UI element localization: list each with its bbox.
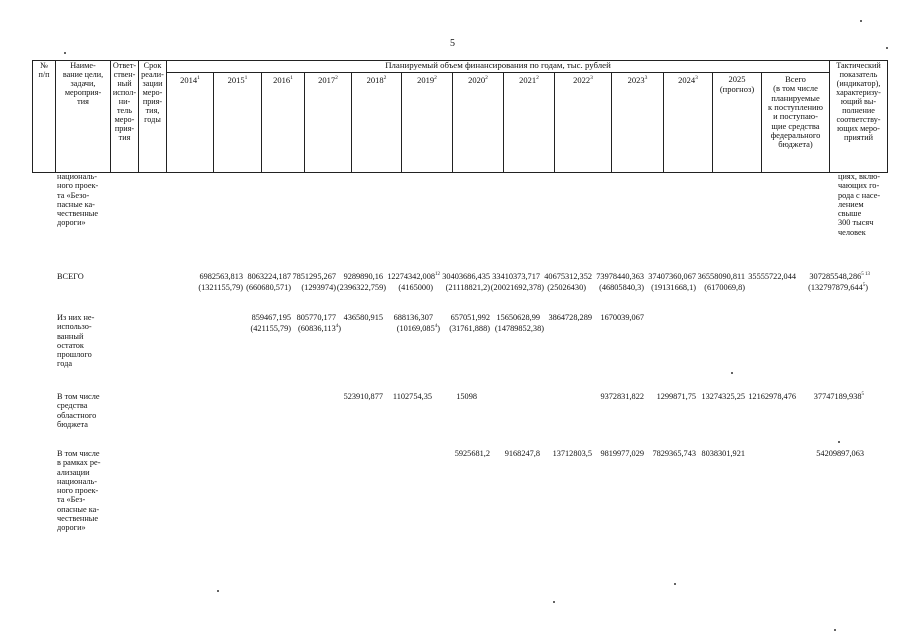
- total-fed-2019: (21118821,2): [445, 283, 490, 292]
- year-header-2022: 2022$^3$: [555, 73, 612, 173]
- total-2019: 30403686,435: [442, 272, 490, 281]
- total-fed-sum: (132797879,644$^5$): [808, 283, 868, 292]
- national-project-label: В том числе в рамках ре- ализации националь- ного проек- та «Без- опасные ка- чественные дороги»: [57, 449, 101, 533]
- scan-speck: [674, 583, 676, 585]
- total-2021: 40675312,352: [544, 272, 592, 281]
- total-2024: 36558090,811: [697, 272, 745, 281]
- regional-sum: 37747189,938$^5$: [813, 392, 864, 401]
- year-header-2018: 2018$^2$: [352, 73, 402, 173]
- total-fed-2024: (6170069,8): [704, 283, 745, 292]
- regional-2022: 9372831,822: [600, 392, 644, 401]
- regional-2024: 13274325,25: [701, 392, 745, 401]
- national-2019: 5925681,2: [454, 449, 490, 458]
- year-header-2021: 2021$^2$: [504, 73, 555, 173]
- carryover-2015: 859467,195: [251, 313, 291, 322]
- continuation-label: националь- ного проек- та «Безо- пасные ка- чественные дороги»: [57, 172, 99, 228]
- carryover-2018: 688136,307: [393, 313, 433, 322]
- col-plan-header: Планируемый объем финансирования по годам, тыс. рублей: [167, 61, 830, 73]
- total-2017: 9289890,16: [343, 272, 383, 281]
- carryover-fed-2020: (14789852,38): [494, 324, 544, 333]
- year-header-2014: 2014$^1$: [167, 73, 214, 173]
- total-fed-2014: (1321155,79): [198, 283, 243, 292]
- carryover-fed-2015: (421155,79): [250, 324, 291, 333]
- carryover-fed-2018: (10169,085$^4$): [396, 324, 440, 333]
- total-2016: 7851295,267: [292, 272, 336, 281]
- year-header-2019: 2019$^2$: [402, 73, 453, 173]
- scan-speck: [64, 52, 66, 54]
- total-sum: $307285548,286^{5 13}$: [809, 272, 870, 281]
- national-2023: 7829365,743: [652, 449, 696, 458]
- carryover-2022: 1670039,067: [600, 313, 644, 322]
- scan-speck: [860, 20, 862, 22]
- total-fed-2023: (19131668,1): [651, 283, 696, 292]
- scan-speck: [553, 601, 555, 603]
- year-header-2016: 2016$^1$: [262, 73, 305, 173]
- page-number: 5: [450, 38, 455, 49]
- total-2022: 73978440,363: [596, 272, 644, 281]
- scan-speck: [838, 441, 840, 443]
- national-2020: 9168247,8: [504, 449, 540, 458]
- carryover-2021: 3864728,289: [548, 313, 592, 322]
- regional-2025: 12162978,476: [748, 392, 796, 401]
- col-responsible-header: Ответ- ствен- ный испол- ни- тель меро- прия- тия: [111, 61, 139, 173]
- year-header-2025: 2025 (прогноз): [713, 73, 762, 173]
- total-fed-2021: (25026430): [547, 283, 586, 292]
- year-header-2023: 2023$^3$: [612, 73, 664, 173]
- total-fed-2018: (4165000): [398, 283, 433, 292]
- regional-2017: 523910,877: [343, 392, 383, 401]
- regional-2023: 1299871,75: [656, 392, 696, 401]
- year-header-2024: 2024$^3$: [664, 73, 713, 173]
- regional-label: В том числе средства областного бюджета: [57, 392, 100, 429]
- total-fed-2017: (2396322,759): [336, 283, 386, 292]
- carryover-2017: 436580,915: [343, 313, 383, 322]
- year-header-2020: 2020$^2$: [453, 73, 504, 173]
- year-header-2017: 2017$^2$: [305, 73, 352, 173]
- scan-speck: [217, 590, 219, 592]
- total-fed-2015: (660680,571): [246, 283, 291, 292]
- col-tactical-header: Тактический показатель (индикатор), характеризу- ющий вы- полнение соответству- ющих меро- приятий: [830, 61, 888, 173]
- regional-2018: 1102754,35: [392, 392, 432, 401]
- total-fed-2020: (20021692,378): [490, 283, 544, 292]
- scan-speck: [731, 372, 733, 374]
- continuation-tactical: циях, вклю- чающих го- рода с насе- лением свыше 300 тысяч человек: [838, 172, 881, 237]
- year-header-2015: 2015$^1$: [214, 73, 262, 173]
- national-2024: 8038301,921: [701, 449, 745, 458]
- scan-speck: [834, 629, 836, 631]
- col-total-header: Всего (в том числе планируемые к поступлению и поступаю- щие средства федерального бюджета): [762, 73, 830, 173]
- total-label: ВСЕГО: [57, 272, 84, 281]
- total-2015: 8063224,187: [247, 272, 291, 281]
- header-table: [32, 60, 888, 173]
- scan-speck: [886, 47, 888, 49]
- col-number-header: № п/п: [33, 61, 56, 173]
- total-fed-2022: (46805840,3): [599, 283, 644, 292]
- total-fed-2016: (1293974): [301, 283, 336, 292]
- national-2021: 13712803,5: [552, 449, 592, 458]
- total-2025: 35555722,044: [748, 272, 796, 281]
- total-2023: 37407360,067: [648, 272, 696, 281]
- carryover-2019: 657051,992: [450, 313, 490, 322]
- national-2022: 9819977,029: [600, 449, 644, 458]
- col-name-header: Наиме- вание цели, задачи, мероприя- тия: [56, 61, 111, 173]
- carryover-2016: 805770,177: [296, 313, 336, 322]
- total-2020: 33410373,717: [492, 272, 540, 281]
- national-sum: 54209897,063: [816, 449, 864, 458]
- carryover-label: Из них не- использо- ванный остаток прошлого года: [57, 313, 95, 369]
- total-2014: 6982563,813: [199, 272, 243, 281]
- carryover-fed-2019: (31761,888): [449, 324, 490, 333]
- carryover-fed-2016: (60836,113$^4$): [298, 324, 341, 333]
- carryover-2020: 15650628,99: [496, 313, 540, 322]
- regional-2019: 15098: [456, 392, 477, 401]
- total-2018: 12274342,008$^{12}$: [387, 272, 440, 281]
- col-term-header: Срок реали- зации меро- прия- тия, годы: [139, 61, 167, 173]
